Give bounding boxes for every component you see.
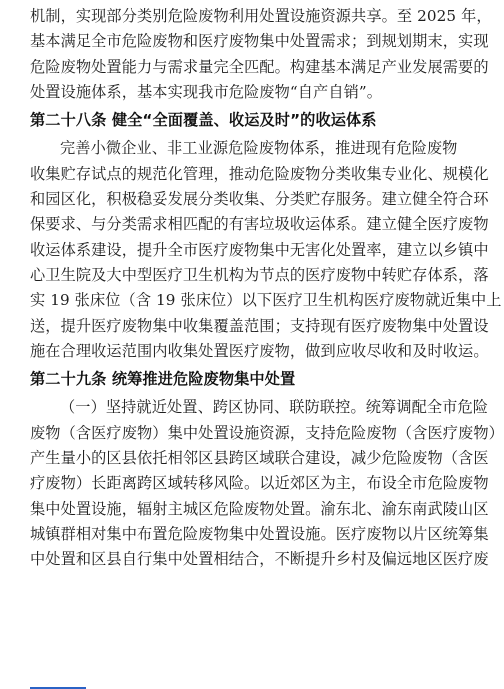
text-line: 心卫生院及大中型医疗卫生机构为节点的医疗废物中转贮存体系，落 <box>30 265 489 284</box>
text-line: 完善小微企业、非工业源危险废物体系，推进现有危险废物 <box>60 139 458 158</box>
text-line: （一）坚持就近处置、跨区协同、联防联控。统筹调配全市危险 <box>60 398 489 417</box>
text-line: 废物（含医疗废物）集中处置设施资源，支持危险废物（含医疗废物） <box>30 423 504 442</box>
text-line: 保要求、与分类需求相匹配的有害垃圾收运体系。建立健全医疗废物 <box>30 215 489 234</box>
text-line: 送，提升医疗废物集中收集覆盖范围；支持现有医疗废物集中处置设 <box>30 316 489 335</box>
text-line: 疗废物）长距离跨区域转移风险。以近郊区为主，布设全市危险废物 <box>30 474 489 493</box>
text-line: 处置设施体系，基本实现我市危险废物“自产自销”。 <box>30 82 383 101</box>
text-line: 危险废物处置能力与需求量完全匹配。构建基本满足产业发展需要的 <box>30 57 489 76</box>
text-line: 和园区化，积极稳妥发展分类收集、分类贮存服务。建立健全符合环 <box>30 190 489 209</box>
text-line: 集中处置设施，辐射主城区危险废物处置。渝东北、渝东南武陵山区 <box>30 499 489 518</box>
text-line: 机制，实现部分类别危险废物利用处置设施资源共享。至 2025 年， <box>30 7 492 25</box>
text-line: 中处置和区县自行集中处置相结合，不断提升乡村及偏远地区医疗废 <box>30 550 489 569</box>
text-line: 实 19 张床位（含 19 张床位）以下医疗卫生机构医疗废物就近集中上 <box>30 291 502 310</box>
text-line: 基本满足全市危险废物和医疗废物集中处置需求；到规划期末，实现 <box>30 32 489 51</box>
heading-text: 第二十八条 健全“全面覆盖、收运及时”的收运体系 <box>30 111 377 130</box>
text-line: 产生量小的区县依托相邻区县跨区域联合建设，减少危险废物（含医 <box>30 449 489 468</box>
article-28-heading <box>30 108 426 133</box>
heading-text: 第二十九条 统筹推进危险废物集中处置 <box>30 370 296 389</box>
text-line: 收集贮存试点的规范化管理，推动危险废物分类收集专业化、规模化 <box>30 164 489 183</box>
paragraph-article-28 <box>30 136 502 364</box>
text-line: 城镇群相对集中布置危险废物集中处置设施。医疗废物以片区统筹集 <box>30 524 489 543</box>
text-line: 施在合理收运范围内收集处置医疗废物，做到应收尽收和及时收运。 <box>30 341 489 360</box>
article-29-heading <box>30 367 426 392</box>
paragraph-intro <box>30 4 492 105</box>
paragraph-article-29 <box>30 395 504 572</box>
text-line: 收运体系建设，提升全市医疗废物集中无害化处置率，建立以乡镇中 <box>30 240 489 259</box>
